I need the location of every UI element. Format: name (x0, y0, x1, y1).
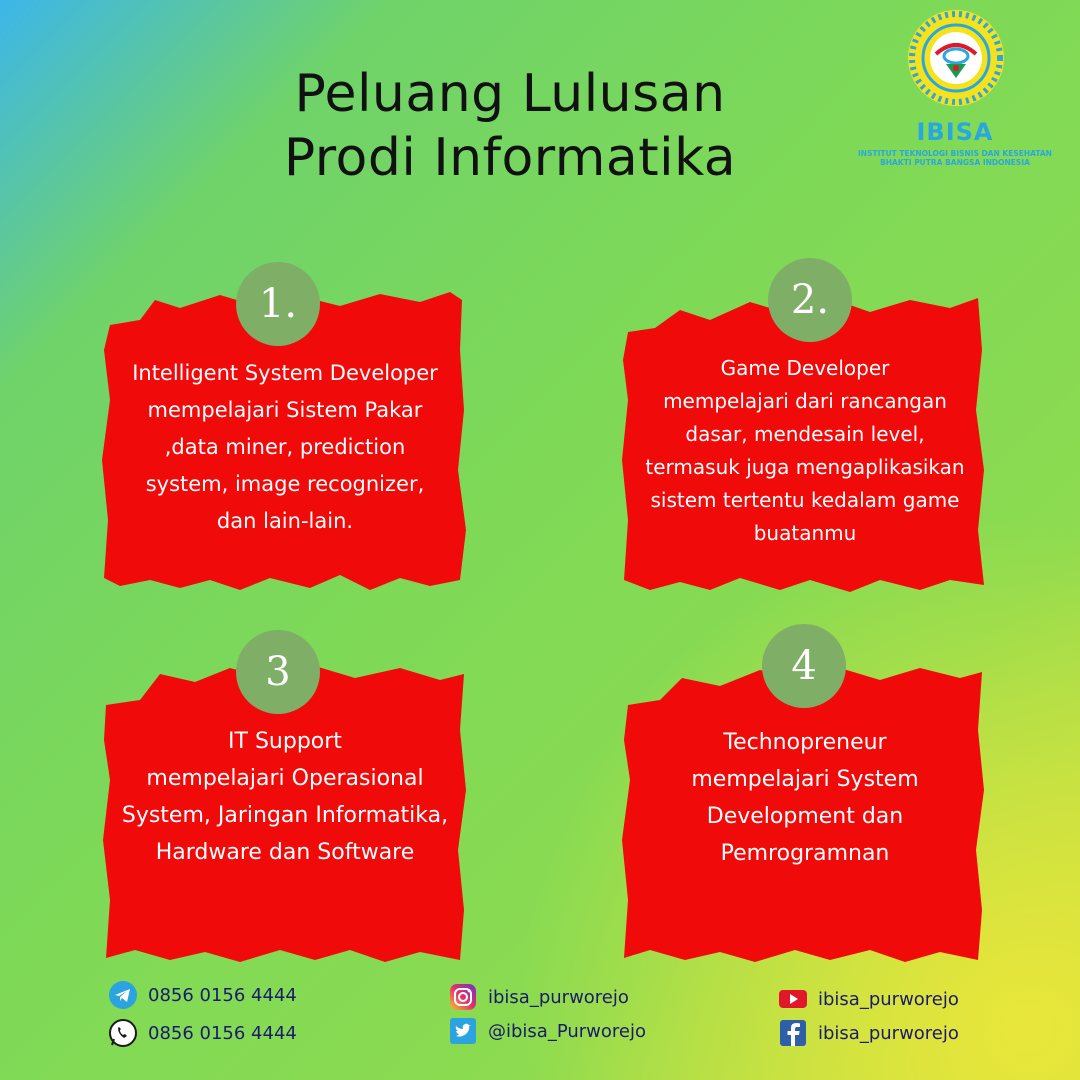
career-card-1 (100, 281, 470, 600)
ibisa-logo (830, 6, 1080, 176)
card-text-line: Technopreneur (723, 730, 887, 755)
contact-youtube[interactable] (778, 984, 959, 1014)
instagram-icon (448, 982, 478, 1012)
card-text-line: mempelajari System (691, 767, 919, 792)
twitter-handle: @ibisa_Purworejo (488, 1020, 647, 1042)
career-card-2 (620, 277, 990, 600)
card-text-line: termasuk juga mengaplikasikan (645, 455, 965, 479)
logo-subtitle (830, 149, 1080, 167)
card-description (620, 352, 990, 550)
whatsapp-number: 0856 0156 4444 (148, 1022, 297, 1044)
card-text-line: mempelajari Sistem Pakar (147, 398, 423, 422)
card-text-line: dasar, mendesain level, (685, 422, 925, 446)
contact-whatsapp[interactable] (108, 1018, 297, 1048)
card-text-line: sistem tertentu kedalam game (650, 488, 960, 512)
card-text-line: ,data miner, prediction (164, 435, 406, 459)
card-text-line: mempelajari Operasional (146, 766, 424, 791)
whatsapp-icon (108, 1018, 138, 1048)
telegram-icon (108, 980, 138, 1010)
career-card-3 (100, 649, 470, 965)
twitter-icon (448, 1016, 478, 1046)
card-number-badge: 2. (768, 258, 852, 342)
facebook-icon (778, 1018, 808, 1048)
card-text-line: IT Support (228, 729, 342, 754)
contact-instagram[interactable] (448, 982, 629, 1012)
contact-telegram[interactable] (108, 980, 297, 1010)
card-text-line: Game Developer (720, 356, 890, 380)
title-line-1: Peluang Lulusan (294, 64, 726, 124)
page-title (230, 62, 790, 190)
title-line-2: Prodi Informatika (283, 128, 737, 188)
card-text-line: dan lain-lain. (216, 509, 354, 533)
card-text-line: System, Jaringan Informatika, (121, 803, 449, 828)
ibisa-emblem-icon (830, 6, 1080, 121)
card-number-badge: 1. (236, 262, 320, 346)
telegram-number: 0856 0156 4444 (148, 984, 297, 1006)
card-description (100, 355, 470, 540)
card-text-line: Hardware dan Software (155, 840, 415, 865)
card-number-badge: 4 (762, 624, 846, 708)
contact-twitter[interactable] (448, 1016, 646, 1046)
card-number-badge: 3 (236, 630, 320, 714)
career-card-4 (620, 643, 990, 970)
instagram-handle: ibisa_purworejo (488, 986, 629, 1008)
logo-wordmark: IBISA (916, 118, 994, 146)
logo-subtitle-line-2: BHAKTI PUTRA BANGSA INDONESIA (880, 158, 1030, 167)
card-description (620, 724, 990, 872)
card-text-line: Development dan (706, 804, 904, 829)
facebook-handle: ibisa_purworejo (818, 1022, 959, 1044)
youtube-handle: ibisa_purworejo (818, 988, 959, 1010)
card-text-line: buatanmu (753, 521, 857, 545)
card-text-line: system, image recognizer, (145, 472, 425, 496)
logo-subtitle-line-1: INSTITUT TEKNOLOGI BISNIS DAN KESEHATAN (858, 149, 1052, 158)
card-description (100, 723, 470, 871)
contact-facebook[interactable] (778, 1018, 959, 1048)
card-text-line: mempelajari dari rancangan (663, 389, 947, 413)
card-text-line: Pemrogramnan (720, 841, 890, 866)
youtube-icon (778, 984, 808, 1014)
card-text-line: Intelligent System Developer (132, 361, 438, 385)
